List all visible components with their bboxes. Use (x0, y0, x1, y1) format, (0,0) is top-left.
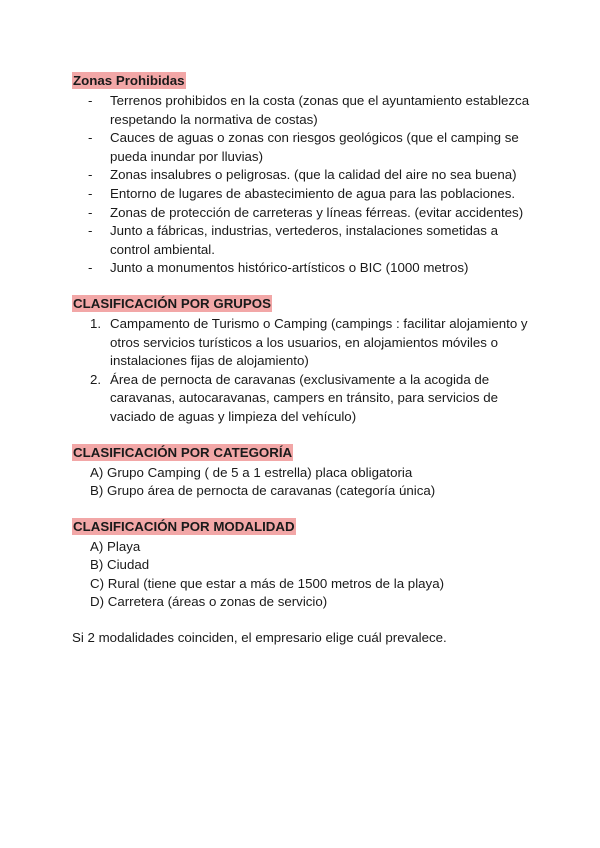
list-grupos (72, 315, 532, 427)
list-item: - Junto a fábricas, industrias, vertederos, instalaciones sometidas a control ambiental. (88, 223, 499, 257)
list-categoria (72, 464, 532, 501)
list-item: B) Ciudad (90, 557, 150, 573)
heading-grupos: CLASIFICACIÓN POR GRUPOS (73, 295, 271, 311)
list-zonas-prohibidas (72, 92, 532, 278)
list-item: B) Grupo área de pernocta de caravanas (categoría única) (90, 483, 436, 499)
list-item: - Zonas insalubres o peligrosas. (que la calidad del aire no sea buena) (88, 167, 517, 183)
list-item: A) Grupo Camping ( de 5 a 1 estrella) placa obligatoria (90, 464, 413, 480)
section-grupos (72, 295, 532, 427)
list-item: 1. Campamento de Turismo o Camping (campings : facilitar alojamiento y otros servicios turísticos a los usuarios, en alojamientos móviles o instalaciones fijas de alojamiento) (90, 315, 528, 369)
heading-zonas-prohibidas: Zonas Prohibidas (73, 73, 185, 88)
list-item: - Terrenos prohibidos en la costa (zonas que el ayuntamiento establezca respetando la normativa de costas) (88, 93, 530, 127)
list-item: D) Carretera (áreas o zonas de servicio) (90, 594, 328, 610)
list-item: C) Rural (tiene que estar a más de 1500 metros de la playa) (90, 575, 445, 591)
document-page (72, 72, 532, 648)
section-categoria (72, 444, 532, 501)
list-modalidad (72, 538, 532, 612)
list-item: - Junto a monumentos histórico-artísticos o BIC (1000 metros) (88, 260, 469, 276)
heading-categoria: CLASIFICACIÓN POR CATEGORÍA (73, 444, 293, 460)
section-zonas-prohibidas (72, 72, 532, 278)
heading-modalidad: CLASIFICACIÓN POR MODALIDAD (73, 518, 295, 534)
list-item: - Entorno de lugares de abastecimiento de agua para las poblaciones. (88, 185, 516, 201)
list-item: - Cauces de aguas o zonas con riesgos geológicos (que el camping se pueda inundar por lluvias) (88, 130, 519, 164)
list-item: 2. Área de pernocta de caravanas (exclusivamente a la acogida de caravanas, autocaravanas, campers en tránsito, para servicios de vaciado de aguas y limpieza del vehículo) (90, 371, 499, 424)
list-item: - Zonas de protección de carreteras y líneas férreas. (evitar accidentes) (88, 204, 524, 220)
list-item: A) Playa (90, 538, 141, 554)
section-modalidad (72, 518, 532, 612)
footer-note: Si 2 modalidades coinciden, el empresario elige cuál prevalece. (72, 630, 447, 646)
